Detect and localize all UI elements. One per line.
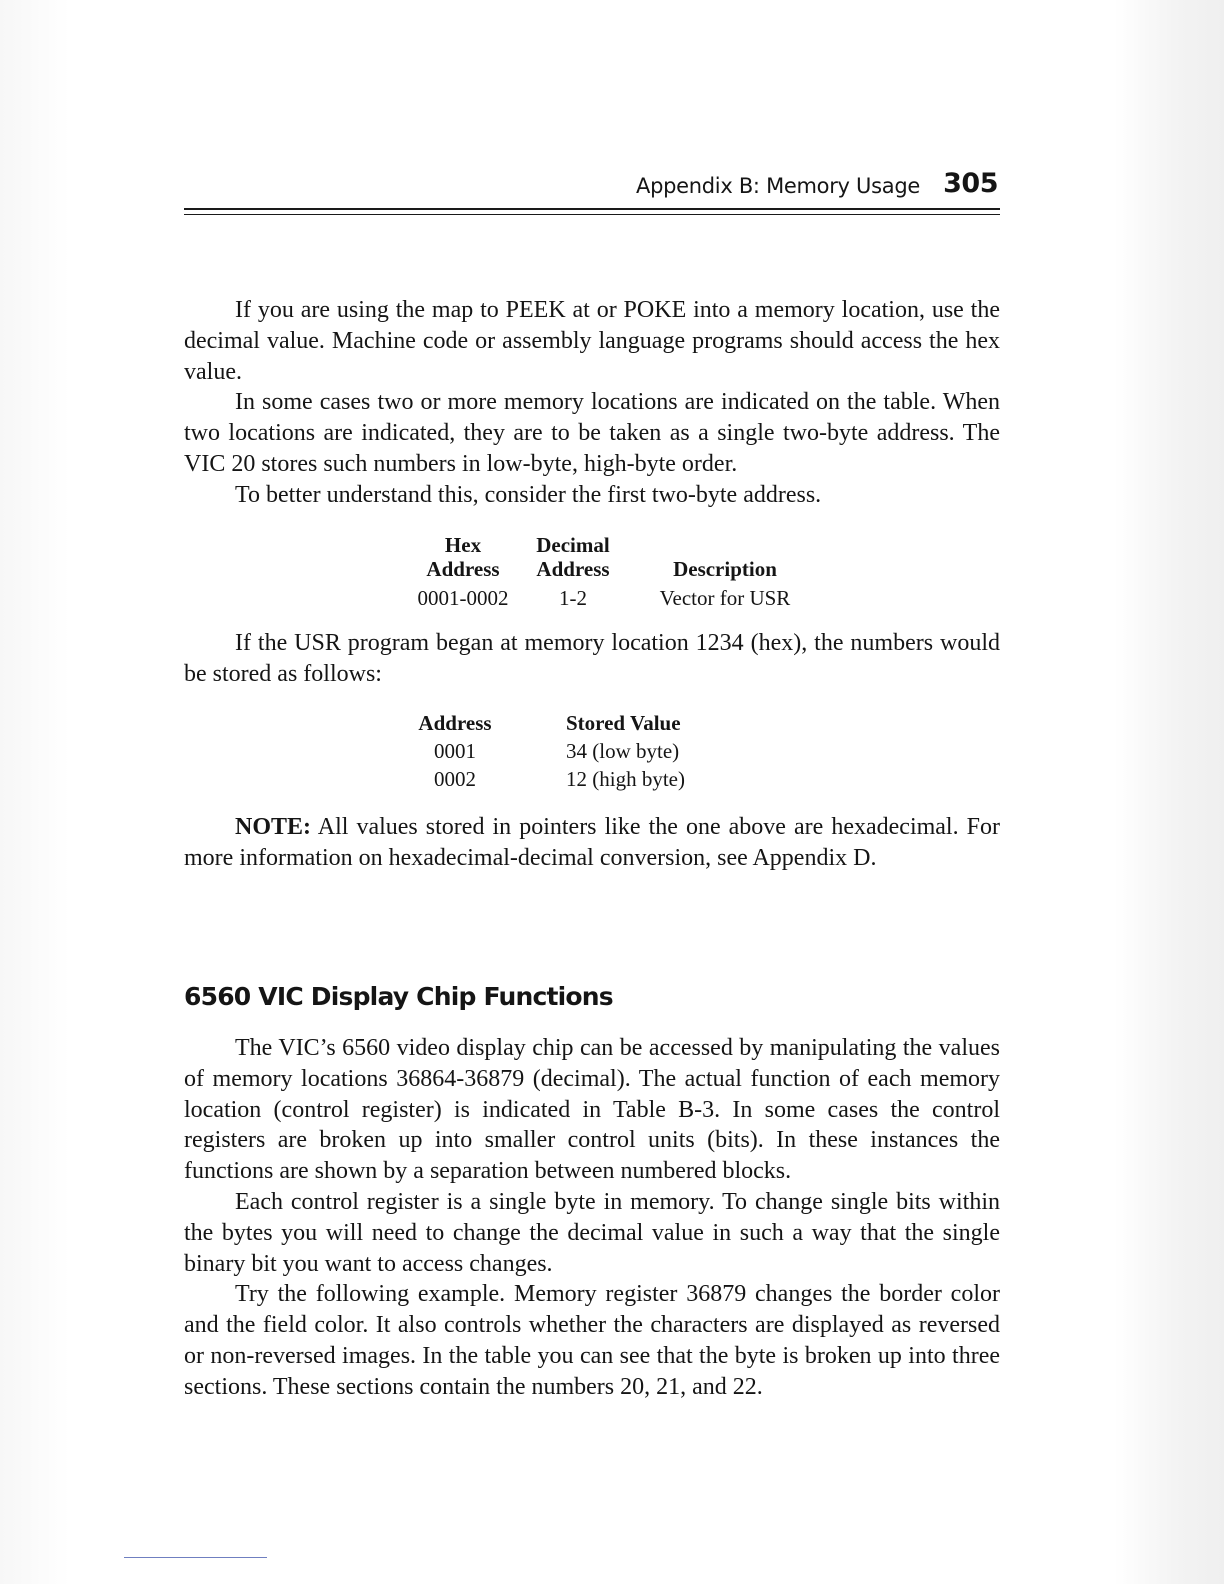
table-header-cell bbox=[510, 533, 636, 581]
description-cell: Vector for USR bbox=[659, 586, 791, 610]
paragraph: If you are using the map to PEEK at or POKE into a memory location, use the decimal value. Machine code or assembly language programs should access the hex value. bbox=[184, 297, 1000, 385]
section-heading: 6560 VIC Display Chip Functions bbox=[184, 982, 613, 1011]
header-rule-thin bbox=[184, 214, 1000, 215]
scan-margin-right bbox=[1114, 0, 1224, 1584]
stored-value-table bbox=[416, 711, 726, 791]
intro-text bbox=[184, 295, 1000, 511]
note-paragraph bbox=[184, 812, 1000, 874]
header-rule-thick bbox=[184, 208, 1000, 210]
paragraph: The VIC’s 6560 video display chip can be accessed by manipulating the values of memory locations 36864-36879 (decimal). The actual function of each memory location (control register) is indicated in Table B-3. In some cases the control registers are broken up into smaller control units (bits). In these instances the functions are shown by a separation between numbered blocks. bbox=[184, 1035, 1000, 1185]
table-row bbox=[416, 763, 726, 791]
address-cell: 0001 bbox=[434, 739, 476, 763]
decimal-cell: 1-2 bbox=[559, 586, 587, 610]
value-cell: 12 (high byte) bbox=[566, 767, 685, 791]
footer-rule bbox=[124, 1557, 267, 1558]
paragraph: In some cases two or more memory locations are indicated on the table. When two locations are indicated, they are to be taken as a single two-byte address. The VIC 20 stores such numbers in low-byte, high-byte order. bbox=[184, 389, 1000, 477]
table-header-cell bbox=[416, 533, 510, 581]
page-number: 305 bbox=[943, 168, 998, 199]
address-header: Address bbox=[418, 711, 492, 735]
table-row bbox=[416, 735, 726, 763]
hex-header-line1: Hex bbox=[444, 533, 482, 557]
description-header: Description bbox=[673, 557, 777, 581]
usr-text bbox=[184, 628, 1000, 690]
hex-header-line2: Address bbox=[426, 557, 500, 581]
note-text: All values stored in pointers like the one above are hexadecimal. For more information on hexadecimal-decimal conversion, see Appendix D. bbox=[184, 814, 1000, 871]
paragraph: If the USR program began at memory location 1234 (hex), the numbers would be stored as follows: bbox=[184, 630, 1000, 687]
running-header bbox=[184, 168, 1000, 208]
decimal-header-line2: Address bbox=[536, 557, 610, 581]
section-text bbox=[184, 1033, 1000, 1403]
scan-margin-left bbox=[0, 0, 70, 1584]
address-table bbox=[416, 533, 814, 610]
paragraph: Each control register is a single byte in memory. To change single bits within the bytes you will need to change the decimal value in such a way that the single binary bit you want to access changes. bbox=[184, 1188, 1000, 1277]
paragraph: Try the following example. Memory register 36879 changes the border color and the field color. It also controls whether the characters are displayed as reversed or non-reversed images. In the table you can see that the byte is broken up into three sections. These sections contain the numbers 20, 21, and 22. bbox=[184, 1281, 1000, 1400]
decimal-header-line1: Decimal bbox=[536, 533, 610, 557]
running-title: Appendix B: Memory Usage bbox=[636, 174, 920, 198]
table-row bbox=[416, 581, 814, 610]
paragraph: To better understand this, consider the first two-byte address. bbox=[235, 481, 822, 508]
stored-value-header: Stored Value bbox=[566, 711, 681, 735]
note-block bbox=[184, 812, 1000, 874]
note-label: NOTE: bbox=[235, 814, 312, 840]
hex-cell: 0001-0002 bbox=[417, 586, 509, 610]
address-cell: 0002 bbox=[434, 767, 476, 791]
value-cell: 34 (low byte) bbox=[566, 739, 680, 763]
